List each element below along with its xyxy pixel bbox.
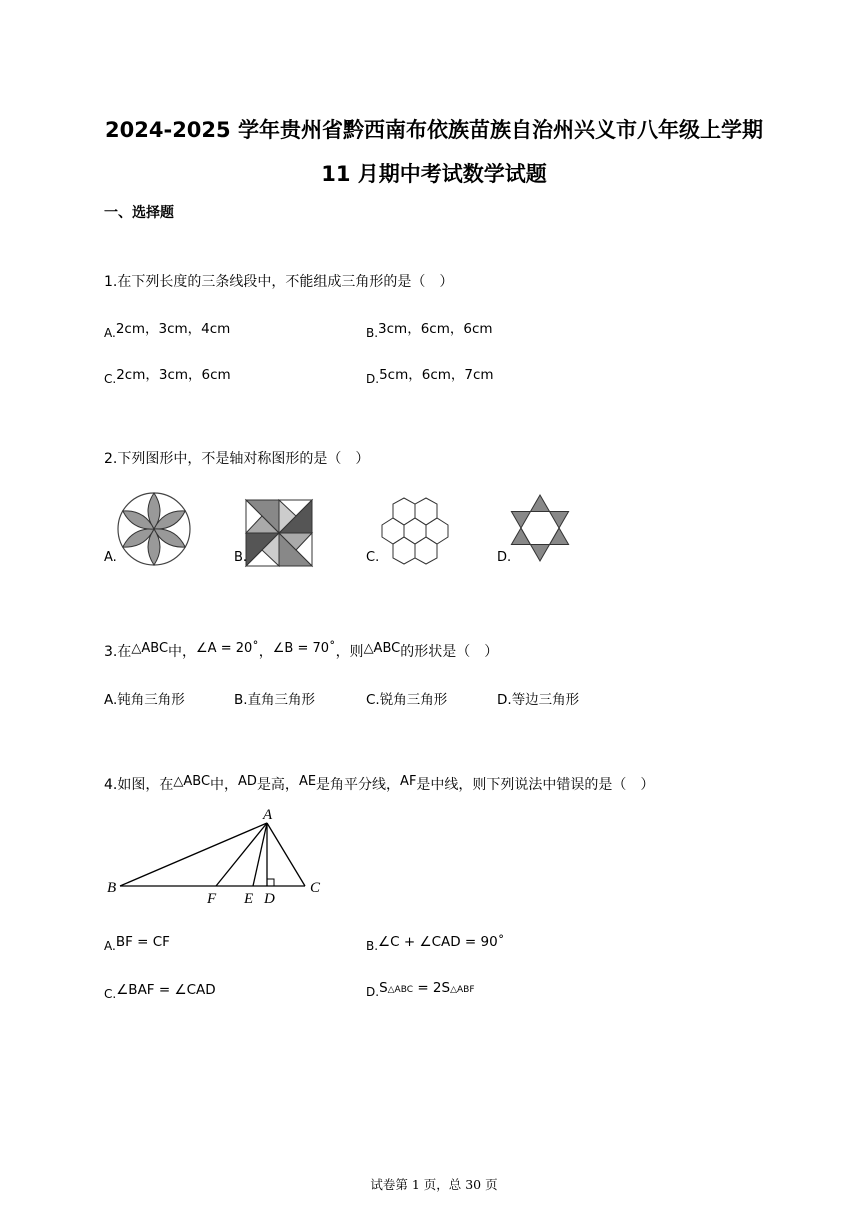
triangle-abc: △ABC: [131, 641, 169, 656]
question-2-stem: 2.下列图形中，不是轴对称图形的是（ ）: [104, 451, 370, 467]
pinwheel-figure[interactable]: [246, 500, 312, 566]
stem-text: 是中线，则下列说法中错误的是（ ）: [416, 777, 655, 793]
option-label: C.: [104, 987, 117, 1001]
q1-option-c[interactable]: [104, 363, 231, 386]
option-label: D.: [497, 692, 512, 708]
hexagon-star-outline-figure[interactable]: [376, 496, 454, 566]
option-label: C.: [366, 692, 380, 708]
option-label: C.: [104, 372, 117, 386]
q1-option-b[interactable]: [366, 317, 493, 340]
exam-title-line1: 2024-2025 学年贵州省黔西南布依族苗族自治州兴义市八年级上学期: [105, 118, 763, 142]
option-text: 3cm，6cm，6cm: [378, 321, 493, 337]
q2-option-c-label: C.: [366, 550, 380, 565]
point-label-d: D: [264, 891, 275, 907]
segment-ad: AD: [238, 774, 257, 789]
option-text: 等边三角形: [511, 692, 580, 708]
point-label-f: F: [207, 891, 217, 907]
option-text: ∠C + ∠CAD = 90˚: [378, 934, 505, 950]
question-1-stem: 1.在下列长度的三条线段中，不能组成三角形的是（ ）: [104, 274, 454, 290]
point-label-b: B: [107, 880, 117, 896]
q4-option-d[interactable]: [366, 980, 475, 999]
option-text: 5cm，6cm，7cm: [379, 367, 494, 383]
question-4-stem: [104, 774, 654, 794]
point-label-c: C: [310, 880, 321, 896]
stem-text: 3.在: [104, 644, 132, 660]
q3-option-c[interactable]: [366, 688, 447, 708]
flower-in-circle-figure[interactable]: [116, 491, 192, 567]
option-subscript: △ABC: [387, 985, 414, 995]
q4-option-a[interactable]: [104, 934, 170, 953]
segment-ac: [267, 823, 305, 886]
q2-option-a-label: A.: [104, 550, 117, 565]
right-angle-mark: [267, 879, 274, 886]
stem-text: ，则: [335, 644, 364, 660]
option-label: A.: [104, 939, 116, 953]
q3-option-d[interactable]: [497, 688, 579, 708]
option-label: B.: [366, 326, 379, 340]
option-label: B.: [234, 692, 248, 708]
option-label: A.: [104, 692, 118, 708]
segment-af: AF: [400, 774, 417, 789]
q3-option-a[interactable]: [104, 688, 185, 708]
option-label: A.: [104, 326, 116, 340]
q1-option-d[interactable]: [366, 363, 494, 386]
exam-title-line2: 11 月期中考试数学试题: [321, 162, 547, 186]
triangle-abc: △ABC: [173, 774, 211, 789]
option-text: 2cm，3cm，4cm: [115, 321, 231, 337]
stem-text: 是角平分线，: [316, 777, 401, 793]
six-pointed-star-figure[interactable]: [508, 494, 572, 562]
q1-option-a[interactable]: [104, 317, 231, 340]
option-text: = 2S: [413, 980, 451, 996]
q2-option-d-label: D.: [497, 550, 512, 565]
option-text: S: [379, 980, 388, 996]
point-label-a: A: [263, 807, 273, 823]
option-text: BF = CF: [115, 934, 170, 950]
option-label: B.: [366, 939, 379, 953]
triangle-figure: [100, 806, 340, 910]
segment-ae: AE: [298, 774, 317, 789]
q4-option-c[interactable]: [104, 982, 216, 1001]
q4-option-b[interactable]: [366, 934, 505, 953]
point-label-e: E: [244, 891, 254, 907]
angle-b-value: ∠B = 70˚: [272, 641, 336, 656]
option-text: 直角三角形: [247, 692, 316, 708]
triangle-abc: △ABC: [363, 641, 401, 656]
stem-text: 中，: [210, 777, 239, 793]
q2-option-b-label: B.: [234, 550, 248, 565]
option-text: ∠BAF = ∠CAD: [116, 982, 216, 998]
q3-option-b[interactable]: [234, 688, 315, 708]
option-text: 钝角三角形: [117, 692, 185, 708]
section-heading: 一、选择题: [104, 205, 174, 221]
stem-text: 是高，: [256, 777, 299, 793]
segment-ab: [120, 823, 267, 886]
angle-a-value: ∠A = 20˚: [196, 641, 259, 656]
option-subscript: △ABF: [450, 985, 475, 995]
stem-text: 中，: [168, 644, 197, 660]
stem-text: 的形状是（ ）: [400, 644, 499, 660]
page-footer: 试卷第 1 页，总 30 页: [370, 1177, 498, 1192]
option-label: D.: [366, 372, 380, 386]
option-label: D.: [366, 985, 380, 999]
option-text: 锐角三角形: [379, 692, 448, 708]
question-3-stem: [104, 641, 498, 661]
stem-text: ，: [258, 644, 273, 660]
stem-text: 4.如图，在: [104, 777, 174, 793]
option-text: 2cm，3cm，6cm: [116, 367, 231, 383]
